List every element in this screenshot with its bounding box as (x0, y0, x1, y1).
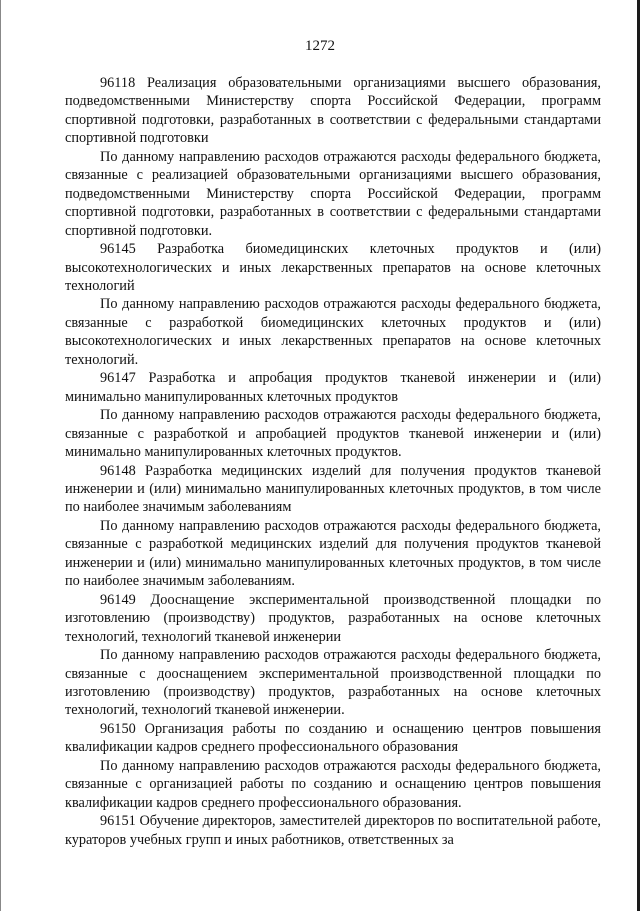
heading-96149: 96149 Дооснащение экспериментальной производственной площадки по изготовлению (производству) продуктов, разработанных на основе клеточных технологий, технологий тканевой инженерии (65, 591, 601, 645)
heading-96150: 96150 Организация работы по созданию и оснащению центров повышения квалификации кадров среднего профессионального образования (65, 720, 601, 756)
heading-96145: 96145 Разработка биомедицинских клеточных продуктов и (или) высокотехнологических и иных лекарственных препаратов на основе клеточных технологий (65, 241, 601, 294)
scan-edge-left (0, 0, 1, 911)
page-number: 1272 (305, 38, 335, 54)
heading-96147: 96147 Разработка и апробация продуктов тканевой инженерии и (или) минимально манипулированных клеточных продуктов (65, 370, 601, 405)
heading-96118: 96118 Реализация образовательными организациями высшего образования, подведомственными Министерству спорта Российской Федерации, программ спортивной подготовки, разработанных в соответствии с федеральными стандартами спортивной подготовки (65, 75, 601, 147)
description-96118: По данному направлению расходов отражаются расходы федерального бюджета, связанные с реализацией образовательными организациями высшего образования, подведомственными Министерству спорта Российской Федерации, программ спортивной подготовки, разработанных в соответствии с федеральными стандартами спортивной подготовки. (65, 148, 601, 239)
document-body (65, 74, 601, 849)
description-96147: По данному направлению расходов отражаются расходы федерального бюджета, связанные с разработкой и апробацией продуктов тканевой инженерии и (или) минимально манипулированных клеточных продуктов. (65, 407, 601, 461)
heading-96148: 96148 Разработка медицинских изделий для получения продуктов тканевой инженерии и (или) минимально манипулированных клеточных продуктов, в том числе по наиболее значимым заболеваниям (65, 462, 601, 516)
description-96145: По данному направлению расходов отражаются расходы федерального бюджета, связанные с разработкой биомедицинских клеточных продуктов и (или) высокотехнологических и иных лекарственных препаратов на основе клеточных технологий. (65, 296, 601, 368)
description-96149: По данному направлению расходов отражаются расходы федерального бюджета, связанные с дооснащением экспериментальной производственной площадки по изготовлению (производству) продуктов, разработанных на основе клеточных технологий, технологий тканевой инженерии. (65, 647, 601, 719)
heading-96151: 96151 Обучение директоров, заместителей директоров по воспитательной работе, кураторов учебных групп и иных работников, ответственных за (65, 813, 601, 848)
description-96150: По данному направлению расходов отражаются расходы федерального бюджета, связанные с организацией работы по созданию и оснащению центров повышения квалификации кадров среднего профессионального образования. (65, 757, 601, 811)
description-96148: По данному направлению расходов отражаются расходы федерального бюджета, связанные с разработкой медицинских изделий для получения продуктов тканевой инженерии и (или) минимально манипулированных клеточных продуктов, в том числе по наиболее значимым заболеваниям. (65, 517, 601, 590)
